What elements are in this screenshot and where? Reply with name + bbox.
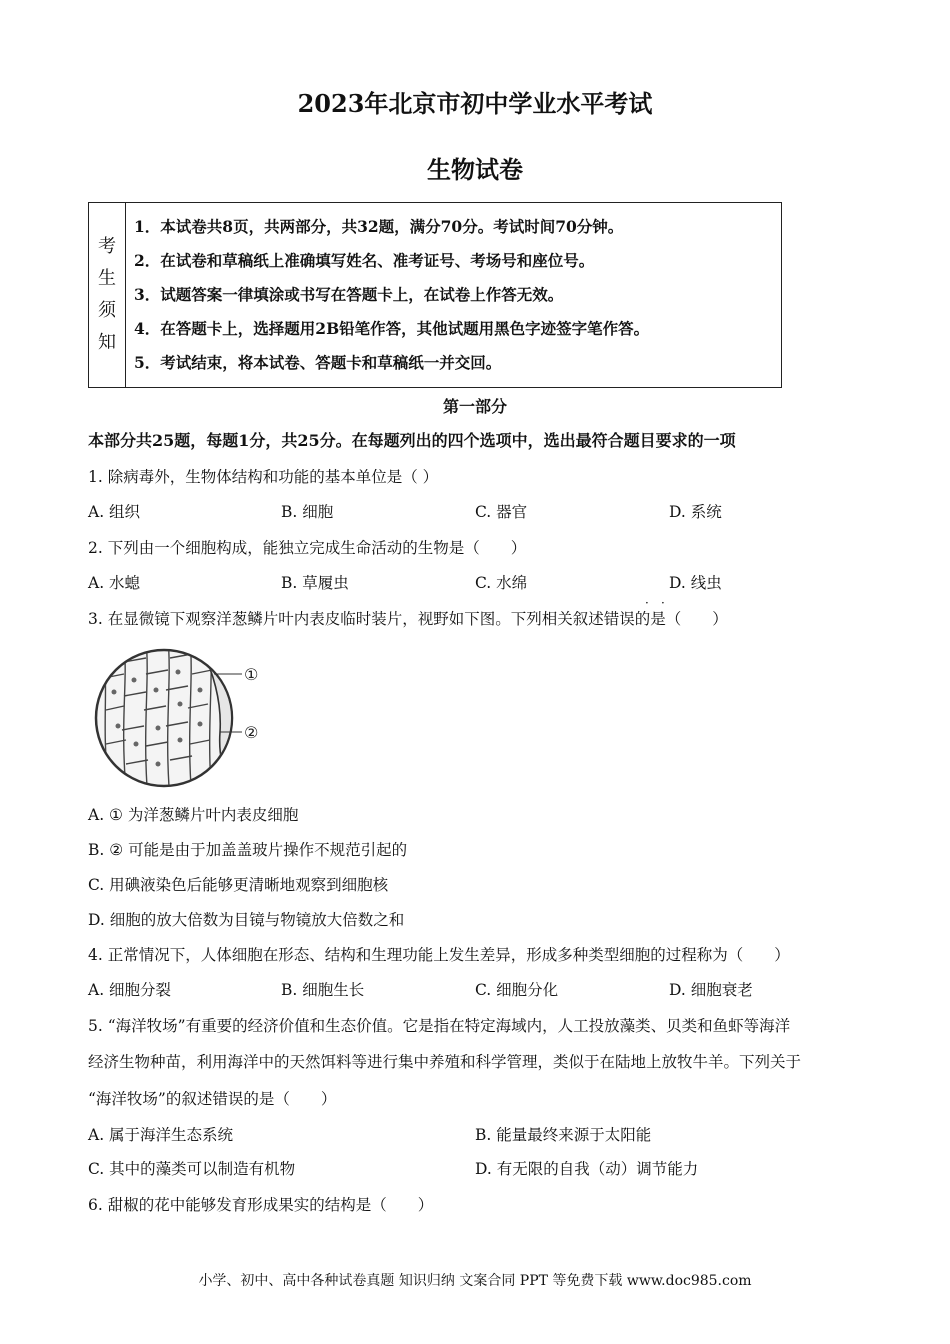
- notice-items: [126, 203, 782, 388]
- notice-label-char: 生: [98, 268, 116, 289]
- notice-box: [88, 202, 782, 388]
- question-4-option-c: C. 细胞分化: [475, 981, 559, 999]
- emphasis-dot: ·: [661, 596, 665, 610]
- notice-item: 3．试题答案一律填涂或书写在答题卡上，在试卷上作答无效。: [134, 285, 564, 304]
- question-5-option-d: D. 有无限的自我（动）调节能力: [475, 1160, 699, 1178]
- figure-label-2: ②: [244, 723, 259, 742]
- question-1-option-a: A. 组织: [88, 503, 141, 521]
- page-footer: 小学、初中、高中各种试卷真题 知识归纳 文案合同 PPT 等免费下载 www.doc985.com: [198, 1273, 752, 1289]
- question-5-stem-line-2: 经济生物种苗，利用海洋中的天然饵料等进行集中养殖和科学管理，类似于在陆地上放牧牛羊。下列关于: [88, 1053, 802, 1071]
- question-4-stem: 4. 正常情况下，人体细胞在形态、结构和生理功能上发生差异，形成多种类型细胞的过程称为（ ）: [88, 946, 790, 964]
- notice-label: [89, 203, 126, 388]
- question-3-stem: 3. 在显微镜下观察洋葱鳞片叶内表皮临时装片，视野如下图。下列相关叙述错误的是（ ）: [88, 610, 728, 628]
- question-1-stem: 1. 除病毒外，生物体结构和功能的基本单位是（ ）: [88, 468, 439, 486]
- question-4-option-d: D. 细胞衰老: [669, 981, 753, 999]
- notice-label-char: 须: [98, 300, 116, 321]
- question-4-option-b: B. 细胞生长: [281, 981, 365, 999]
- question-1-option-b: B. 细胞: [281, 503, 334, 521]
- question-3-option-c: C. 用碘液染色后能够更清晰地观察到细胞核: [88, 876, 389, 894]
- onion-cell-micrograph: [94, 640, 274, 800]
- notice-label-char: 知: [98, 332, 116, 353]
- figure-label-1: ①: [244, 665, 259, 684]
- question-6-stem: 6. 甜椒的花中能够发育形成果实的结构是（ ）: [88, 1196, 434, 1214]
- notice-item: 5．考试结束，将本试卷、答题卡和草稿纸一并交回。: [134, 353, 502, 372]
- question-2-option-d: D. 线虫: [669, 574, 722, 592]
- question-5-option-c: C. 其中的藻类可以制造有机物: [88, 1160, 296, 1178]
- question-2-option-a: A. 水螅: [88, 574, 141, 592]
- question-1-option-c: C. 器官: [475, 503, 528, 521]
- section-title: 第一部分: [442, 397, 507, 416]
- notice-item: 2．在试卷和草稿纸上准确填写姓名、准考证号、考场号和座位号。: [134, 251, 595, 270]
- notice-label-char: 考: [98, 236, 116, 257]
- question-5-stem-line-1: 5. “海洋牧场”有重要的经济价值和生态价值。它是指在特定海域内，人工投放藻类、贝类和鱼虾等海洋: [88, 1017, 791, 1035]
- notice-item: 4．在答题卡上，选择题用2B铅笔作答，其他试题用黑色字迹签字笔作答。: [134, 319, 650, 338]
- question-3-option-b: B. ② 可能是由于加盖盖玻片操作不规范引起的: [88, 841, 408, 859]
- section-instructions: 本部分共25题，每题1分，共25分。在每题列出的四个选项中，选出最符合题目要求的一项: [88, 431, 736, 450]
- exam-title: 2023年北京市初中学业水平考试: [297, 89, 653, 118]
- question-1-option-d: D. 系统: [669, 503, 722, 521]
- paper-title: 生物试卷: [427, 155, 523, 184]
- question-2-stem: 2. 下列由一个细胞构成，能独立完成生命活动的生物是（ ）: [88, 539, 527, 557]
- question-4-option-a: A. 细胞分裂: [88, 981, 172, 999]
- question-5-stem-line-3: “海洋牧场”的叙述错误的是（ ）: [88, 1090, 337, 1108]
- question-3-option-d: D. 细胞的放大倍数为目镜与物镜放大倍数之和: [88, 911, 405, 929]
- question-5-option-a: A. 属于海洋生态系统: [88, 1126, 234, 1144]
- notice-item: 1．本试卷共8页，共两部分，共32题，满分70分。考试时间70分钟。: [134, 217, 624, 236]
- question-2-option-b: B. 草履虫: [281, 574, 349, 592]
- question-5-option-b: B. 能量最终来源于太阳能: [475, 1126, 652, 1144]
- emphasis-dot: ·: [645, 596, 649, 610]
- question-3-option-a: A. ① 为洋葱鳞片叶内表皮细胞: [88, 806, 299, 824]
- question-2-option-c: C. 水绵: [475, 574, 528, 592]
